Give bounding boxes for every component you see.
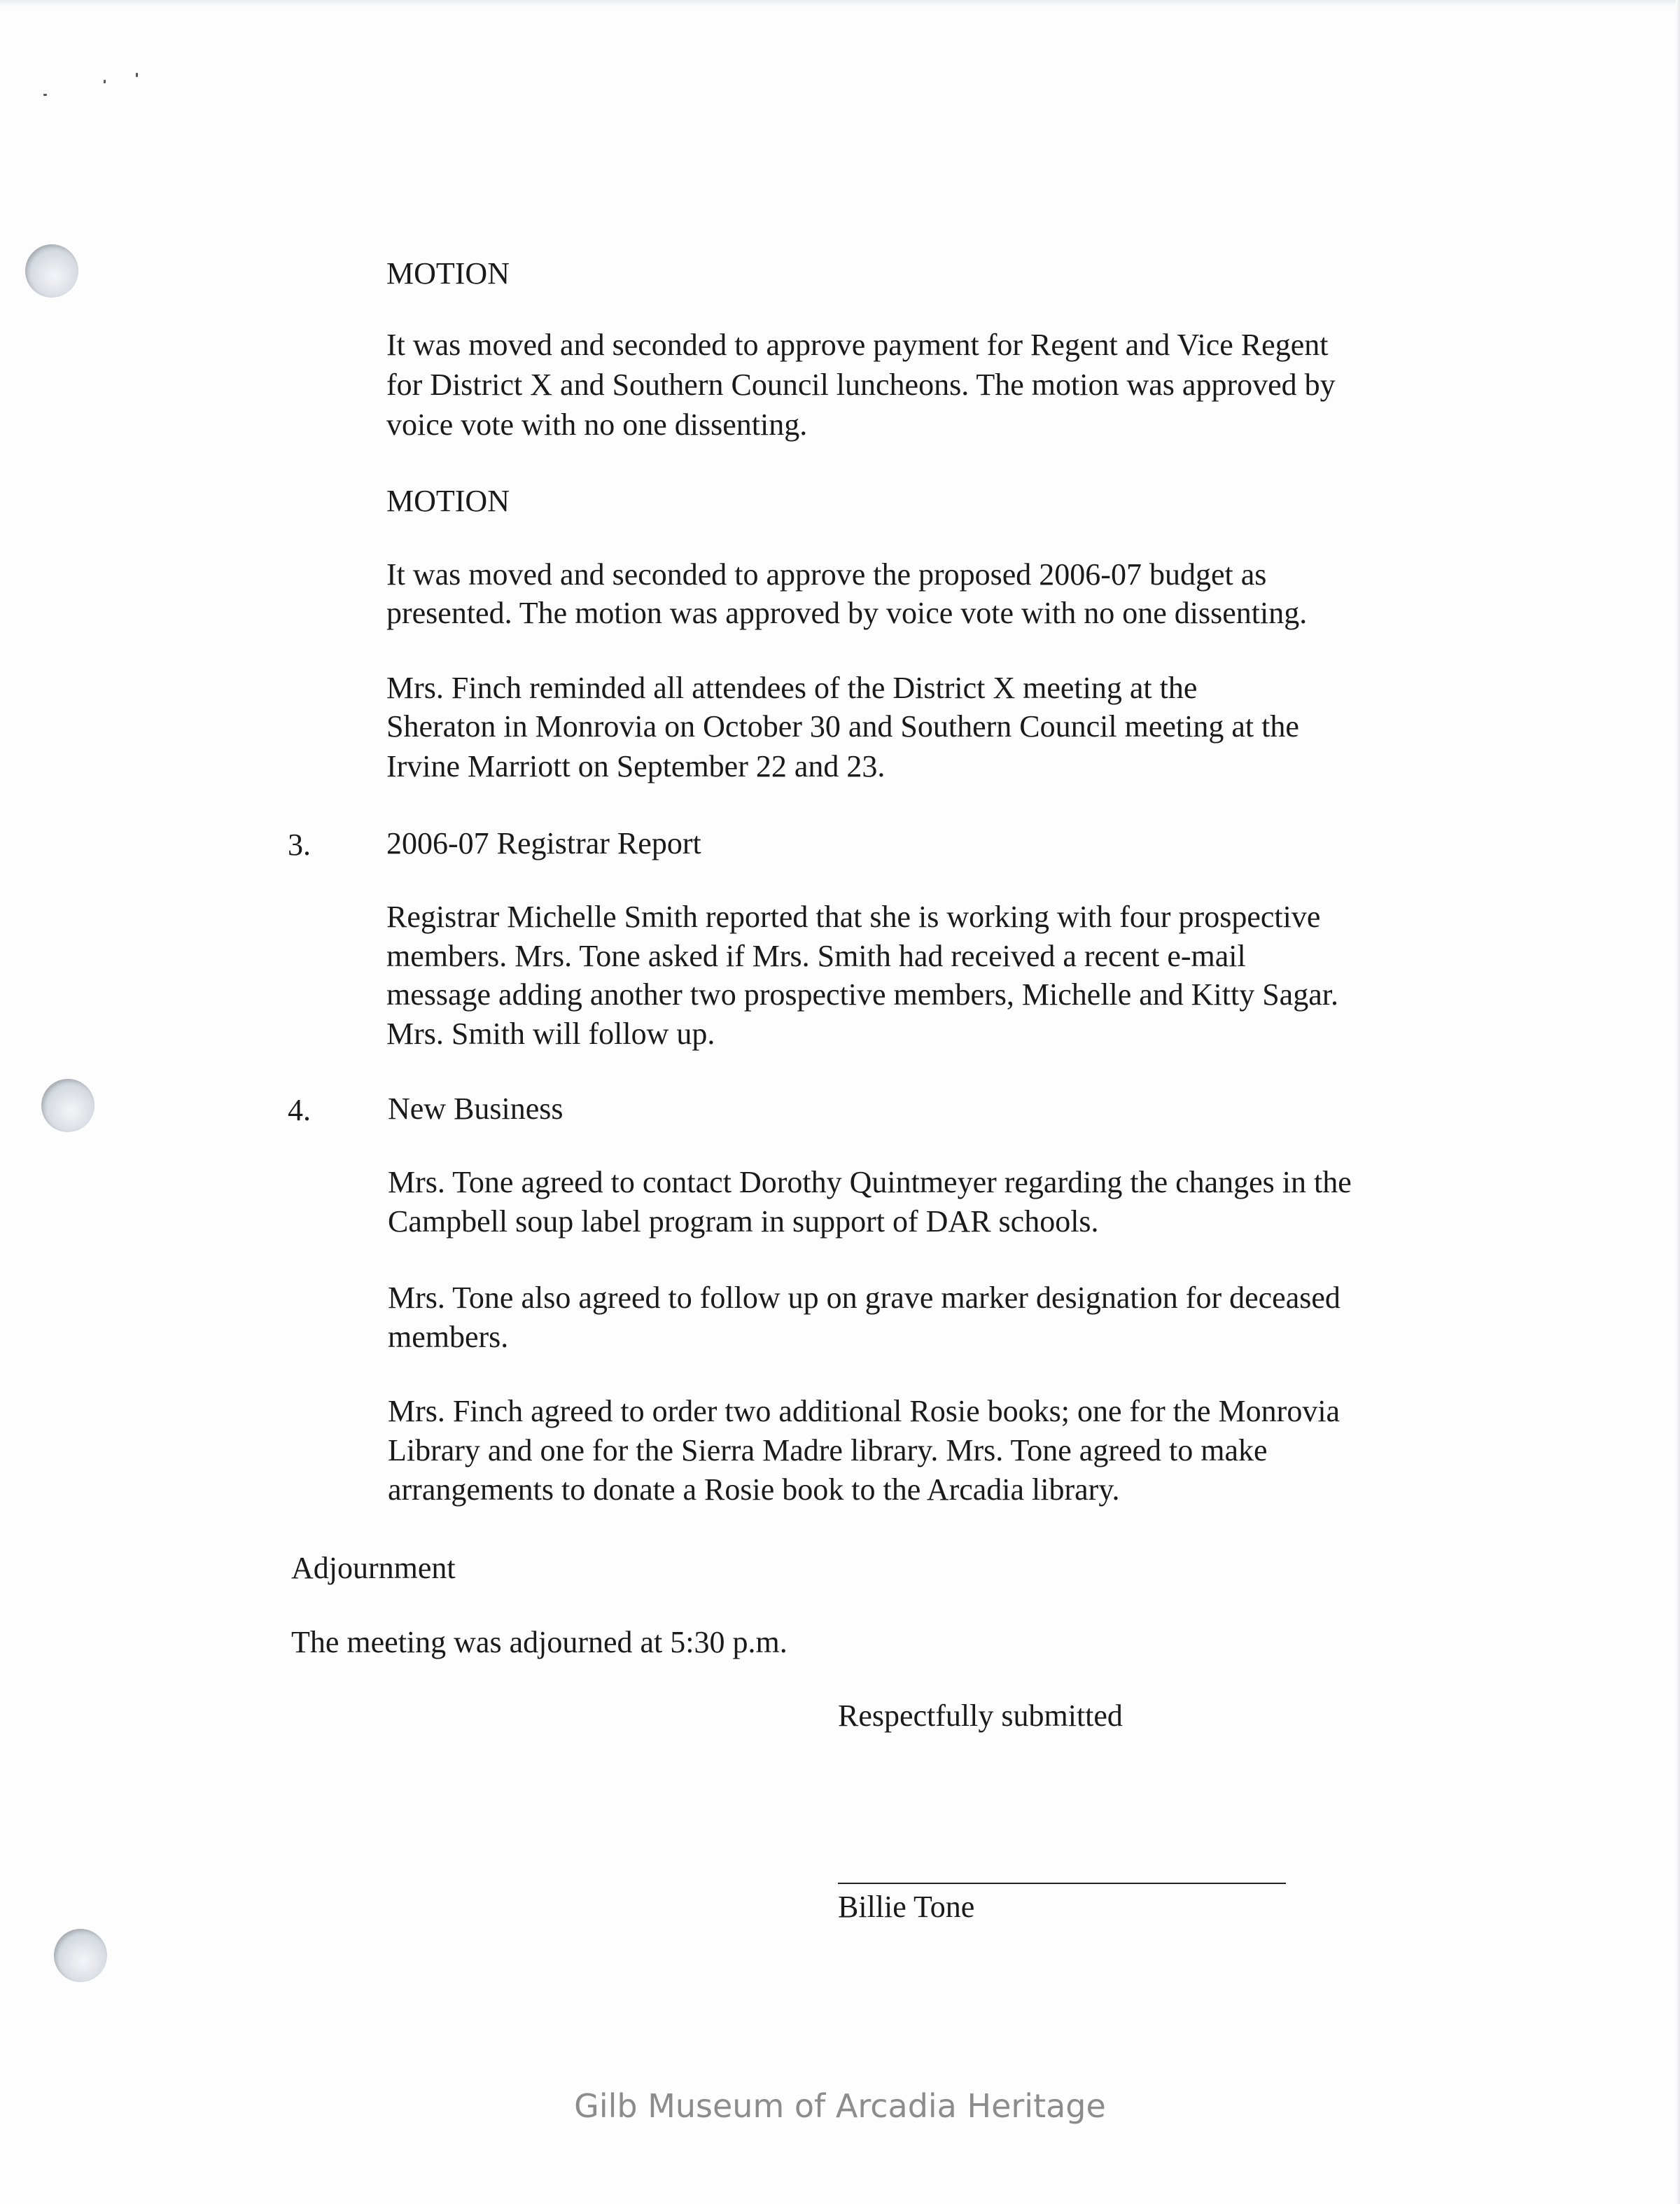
item-title: 2006-07 Registrar Report <box>386 826 701 860</box>
new-business-text-line: Mrs. Tone also agreed to follow up on grave marker designation for deceased <box>388 1281 1340 1315</box>
motion-text-line: for District X and Southern Council luncheons. The motion was approved by <box>386 368 1336 402</box>
reminder-text-line: Mrs. Finch reminded all attendees of the District X meeting at the <box>386 671 1198 705</box>
page-right-edge <box>1676 0 1680 2204</box>
scan-speck <box>136 73 138 77</box>
new-business-text-line: Campbell soup label program in support of DAR schools. <box>388 1204 1099 1239</box>
signer-name: Billie Tone <box>838 1890 975 1924</box>
scan-speck <box>43 94 47 96</box>
item-title: New Business <box>388 1091 564 1126</box>
adjournment-heading: Adjournment <box>291 1551 456 1585</box>
registrar-text-line: members. Mrs. Tone asked if Mrs. Smith had received a recent e-mail <box>386 939 1246 973</box>
motion-heading: MOTION <box>386 484 510 518</box>
new-business-text-line: Mrs. Finch agreed to order two additional Rosie books; one for the Monrovia <box>388 1394 1340 1428</box>
motion-text-line: It was moved and seconded to approve payment for Regent and Vice Regent <box>386 328 1329 362</box>
punch-hole-bottom <box>54 1929 107 1982</box>
motion-text-line: It was moved and seconded to approve the proposed 2006-07 budget as <box>386 557 1267 592</box>
new-business-text-line: Library and one for the Sierra Madre library. Mrs. Tone agreed to make <box>388 1433 1268 1467</box>
closing-text: Respectfully submitted <box>838 1699 1123 1733</box>
new-business-text-line: arrangements to donate a Rosie book to the Arcadia library. <box>388 1472 1120 1507</box>
punch-hole-top <box>25 244 78 298</box>
motion-text-line: voice vote with no one dissenting. <box>386 407 808 442</box>
reminder-text-line: Irvine Marriott on September 22 and 23. <box>386 749 886 783</box>
museum-credit: Gilb Museum of Arcadia Heritage <box>574 2087 1106 2125</box>
motion-text-line: presented. The motion was approved by voice vote with no one dissenting. <box>386 596 1308 630</box>
punch-hole-middle <box>41 1079 94 1132</box>
adjournment-text: The meeting was adjourned at 5:30 p.m. <box>291 1625 788 1659</box>
page-top-edge <box>0 0 1680 7</box>
new-business-text-line: members. <box>388 1320 509 1354</box>
new-business-text-line: Mrs. Tone agreed to contact Dorothy Quintmeyer regarding the changes in the <box>388 1165 1352 1199</box>
registrar-text-line: message adding another two prospective members, Michelle and Kitty Sagar. <box>386 977 1338 1012</box>
item-number: 4. <box>288 1093 311 1127</box>
signature-line <box>838 1883 1286 1884</box>
reminder-text-line: Sheraton in Monrovia on October 30 and Southern Council meeting at the <box>386 709 1299 744</box>
motion-heading: MOTION <box>386 256 510 291</box>
item-number: 3. <box>288 828 311 862</box>
registrar-text-line: Mrs. Smith will follow up. <box>386 1017 715 1051</box>
scan-speck <box>104 80 106 83</box>
registrar-text-line: Registrar Michelle Smith reported that she is working with four prospective <box>386 900 1321 934</box>
